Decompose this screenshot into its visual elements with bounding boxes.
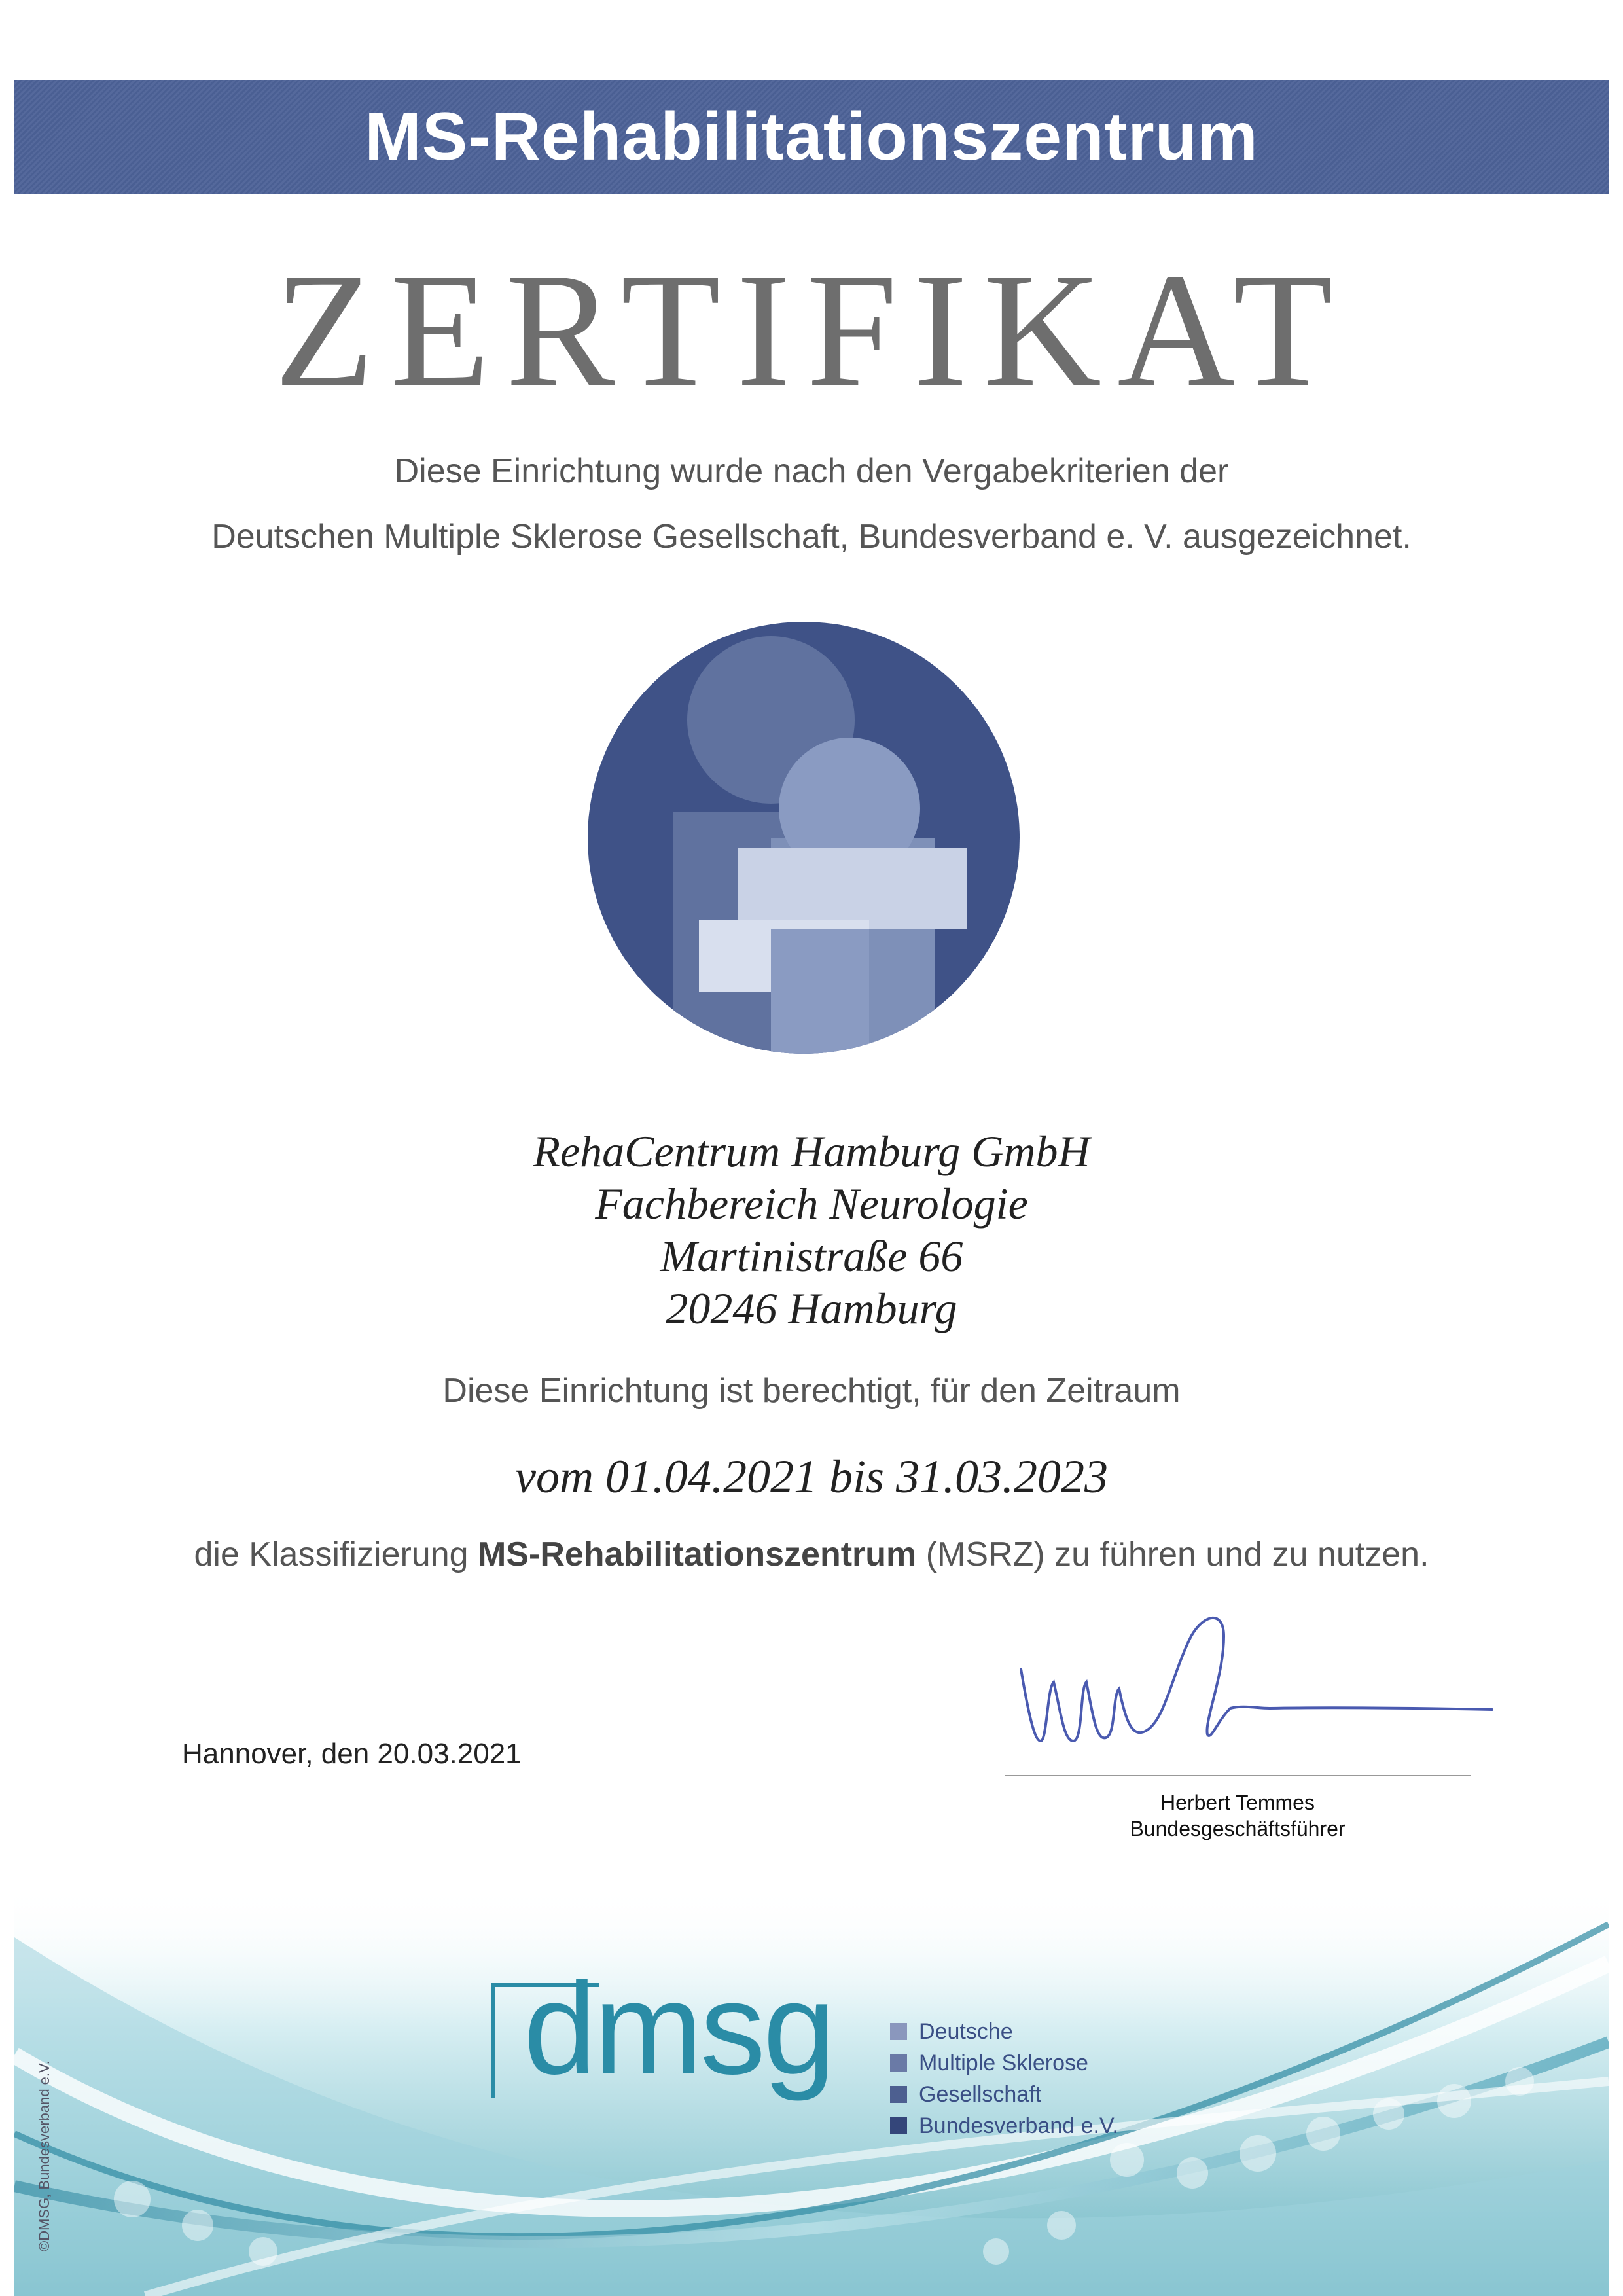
dmsg-logo-lines [890,2016,1118,2142]
signatory-title: Bundesgeschäftsführer [1130,1817,1346,1840]
classification-bold: MS-Rehabilitationszentrum [478,1535,917,1573]
logo-line-1: Deutsche [890,2016,1118,2047]
signatory-name: Herbert Temmes [1160,1791,1315,1814]
address-line-4: 20246 Hamburg [666,1283,957,1333]
validity-period: vom 01.04.2021 bis 31.03.2023 [515,1450,1108,1503]
classification-prefix: die Klassifizierung [194,1535,478,1573]
certificate-heading: ZERTIFIKAT [274,240,1349,421]
address-line-3: Martinistraße 66 [660,1231,963,1281]
copyright-text: ©DMSG, Bundesverband e.V. [36,2060,52,2251]
logo-square-icon [890,2054,907,2072]
signature-icon [1008,1610,1518,1780]
signature-line [1005,1775,1471,1776]
logo-line-2: Multiple Sklerose [890,2047,1118,2079]
classification-suffix: (MSRZ) zu führen und zu nutzen. [916,1535,1429,1573]
dmsg-logo: dmsg [524,1956,834,2102]
logo-square-icon [890,2086,907,2103]
period-intro: Diese Einrichtung ist berechtigt, für den Zeitraum [442,1372,1181,1410]
banner-title: MS-Rehabilitationszentrum [365,99,1258,175]
classification-text [0,1535,1623,1574]
address-line-2: Fachbereich Neurologie [595,1179,1028,1229]
logo-line-3: Gesellschaft [890,2079,1118,2110]
intro-line-1: Diese Einrichtung wurde nach den Vergabekriterien der [394,452,1229,490]
intro-line-2: Deutschen Multiple Sklerose Gesellschaft, Bundesverband e. V. ausgezeichnet. [211,518,1412,556]
ms-people-emblem-icon [588,622,1020,1054]
header-banner [14,80,1609,194]
logo-square-icon [890,2023,907,2040]
logo-square-icon [890,2117,907,2134]
logo-line-4: Bundesverband e.V. [890,2110,1118,2142]
address-line-1: RehaCentrum Hamburg GmbH [533,1126,1090,1176]
place-date: Hannover, den 20.03.2021 [182,1738,522,1770]
